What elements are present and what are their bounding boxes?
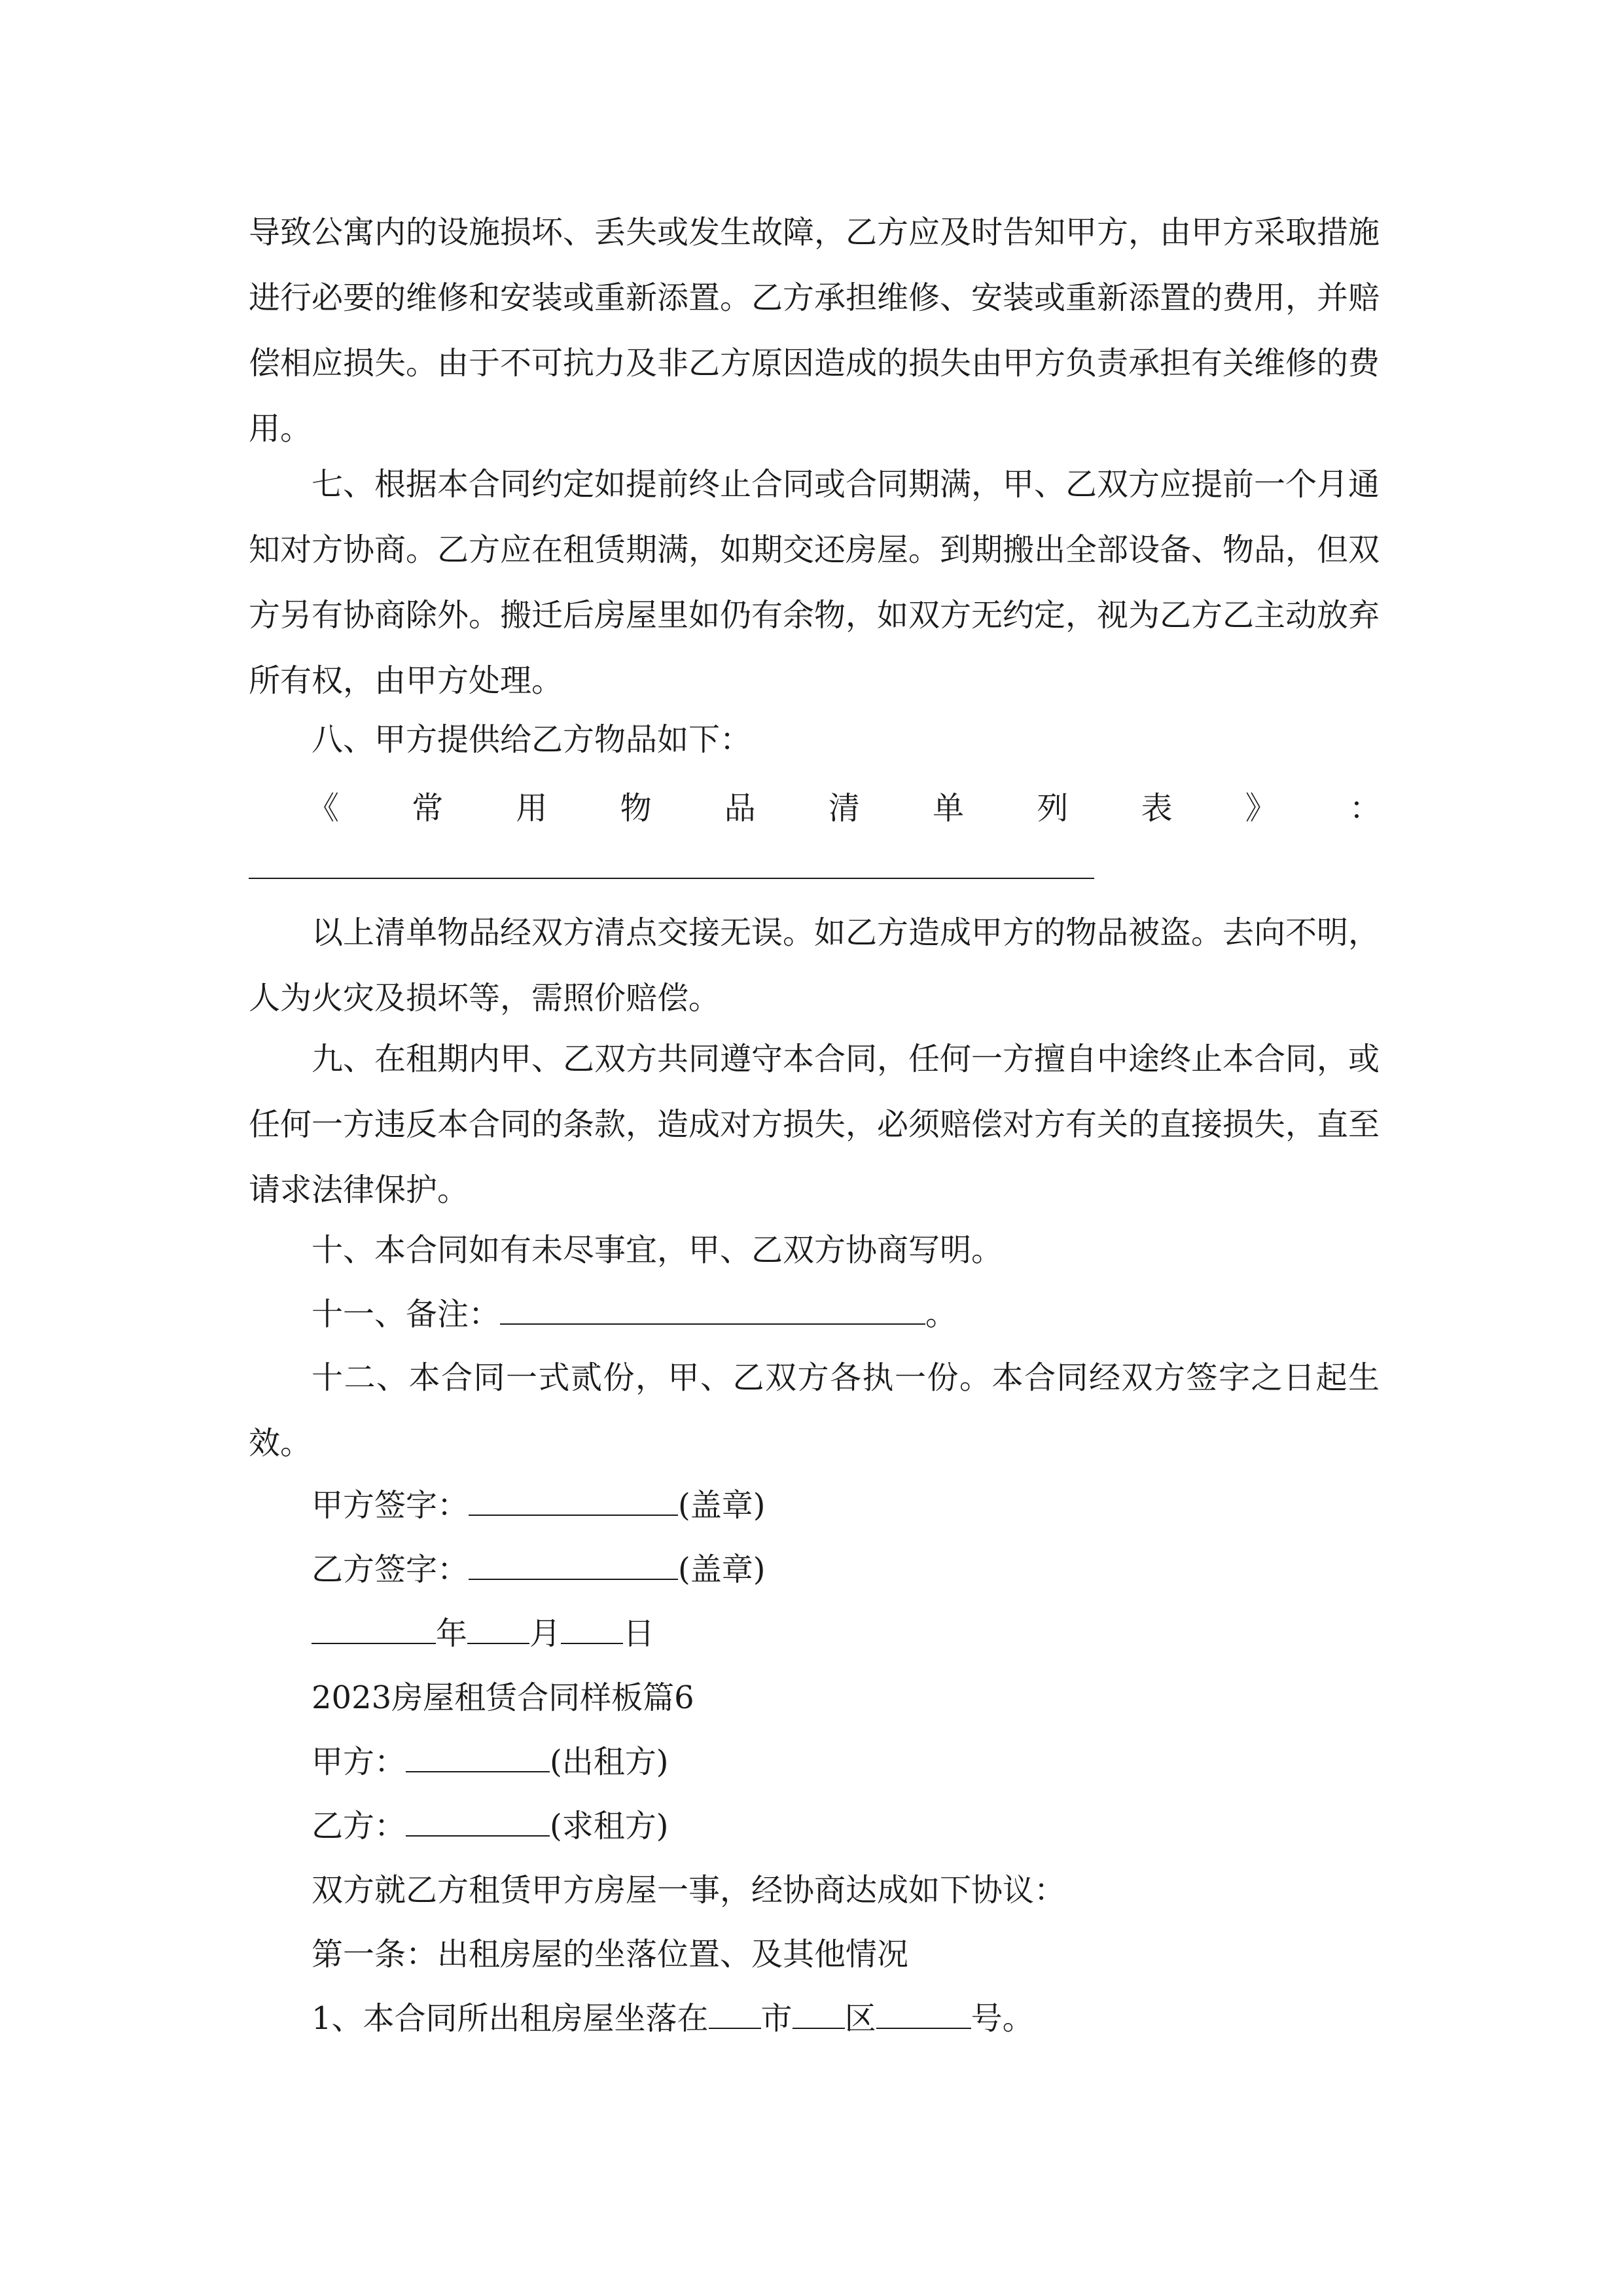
paragraph-clause-9 [249,1026,1380,1223]
number-blank [876,1990,971,2029]
year-label: 年 [436,1615,468,1652]
paragraph-facility-damage [249,200,1380,461]
party-a-role: (出租方) [550,1744,669,1780]
signature-blank [469,1477,678,1516]
paragraph-text: 导致公寓内的设施损坏、丢失或发生故障，乙方应及时告知甲方，由甲方采取措施进行必要的维修和安装或重新添置。乙方承担维修、安装或重新添置的费用，并赔偿相应损失。由于不可抗力及非乙方原因造成的损失由甲方负责承担有关维修的费用。 [249,214,1380,447]
list-title-char: 品 [724,790,756,827]
list-title-char: 》 [1245,790,1277,827]
address-prefix: 1、本合同所出租房屋坐落在 [312,2000,709,2037]
list-title-char: 表 [1141,790,1173,827]
paragraph-clause-8: 八、甲方提供给乙方物品如下： [312,721,752,758]
month-label: 月 [529,1615,562,1652]
signature-party-a [312,1473,765,1538]
list-title [308,776,1381,841]
party-b-blank [406,1797,550,1837]
signature-label: 乙方签字： [312,1551,469,1588]
address-line [312,1986,1034,2051]
list-title-char: 物 [620,790,652,827]
paragraph-text: 以上清单物品经双方清点交接无误。如乙方造成甲方的物品被盗。去向不明，人为火灾及损坏等，需照价赔偿。 [249,914,1380,1016]
number-label: 号。 [971,2000,1034,2037]
year-blank [312,1605,436,1644]
signature-party-b [312,1537,765,1602]
list-blank-line [249,878,1094,879]
party-a-label: 甲方： [312,1744,406,1780]
seal-label: (盖章) [678,1487,766,1524]
remark-blank [500,1285,925,1325]
paragraph-inventory-note [249,900,1380,1031]
list-title-char: 常 [412,790,444,827]
paragraph-text: 九、在租期内甲、乙双方共同遵守本合同，任何一方擅自中途终止本合同，或任何一方违反本合同的条款，造成对方损失，必须赔偿对方有关的直接损失，直至请求法律保护。 [249,1041,1380,1208]
remark-end: 。 [925,1296,957,1333]
list-title-char: 列 [1037,790,1069,827]
party-a-line [312,1729,668,1795]
article-1-heading: 第一条：出租房屋的坐落位置、及其他情况 [312,1936,909,1973]
signature-label: 甲方签字： [312,1487,469,1524]
party-b-line [312,1793,668,1859]
list-title-char: 单 [933,790,965,827]
party-b-role: (求租方) [550,1808,669,1844]
paragraph-clause-7 [249,452,1380,713]
paragraph-clause-12 [249,1345,1380,1476]
paragraph-clause-10: 十、本合同如有未尽事宜，甲、乙双方协商写明。 [312,1232,1003,1268]
seal-label: (盖章) [678,1551,766,1588]
list-title-char: 用 [516,790,548,827]
party-b-label: 乙方： [312,1808,406,1844]
party-a-blank [406,1733,550,1772]
section-title: 2023房屋租赁合同样板篇6 [312,1679,694,1716]
list-title-char: ： [1349,790,1381,827]
list-title-char: 清 [828,790,860,827]
day-label: 日 [623,1615,655,1652]
paragraph-text: 七、根据本合同约定如提前终止合同或合同期满，甲、乙双方应提前一个月通知对方协商。乙方应在租赁期满，如期交还房屋。到期搬出全部设备、物品，但双方另有协商除外。搬迁后房屋里如仍有余物，如双方无约定，视为乙方乙主动放弃所有权，由甲方处理。 [249,466,1380,699]
remark-label: 十一、备注： [312,1296,501,1333]
day-blank [561,1605,623,1644]
date-line [312,1601,654,1666]
city-label: 市 [760,2000,793,2037]
city-blank [709,1990,761,2029]
signature-blank [469,1541,678,1580]
month-blank [467,1605,529,1644]
remark-line [312,1282,957,1347]
list-title-char: 《 [308,790,340,827]
paragraph-text: 十二、本合同一式贰份，甲、乙双方各执一份。本合同经双方签字之日起生效。 [249,1359,1380,1462]
agreement-intro: 双方就乙方租赁甲方房屋一事，经协商达成如下协议： [312,1872,1066,1909]
district-blank [793,1990,845,2029]
district-label: 区 [844,2000,876,2037]
